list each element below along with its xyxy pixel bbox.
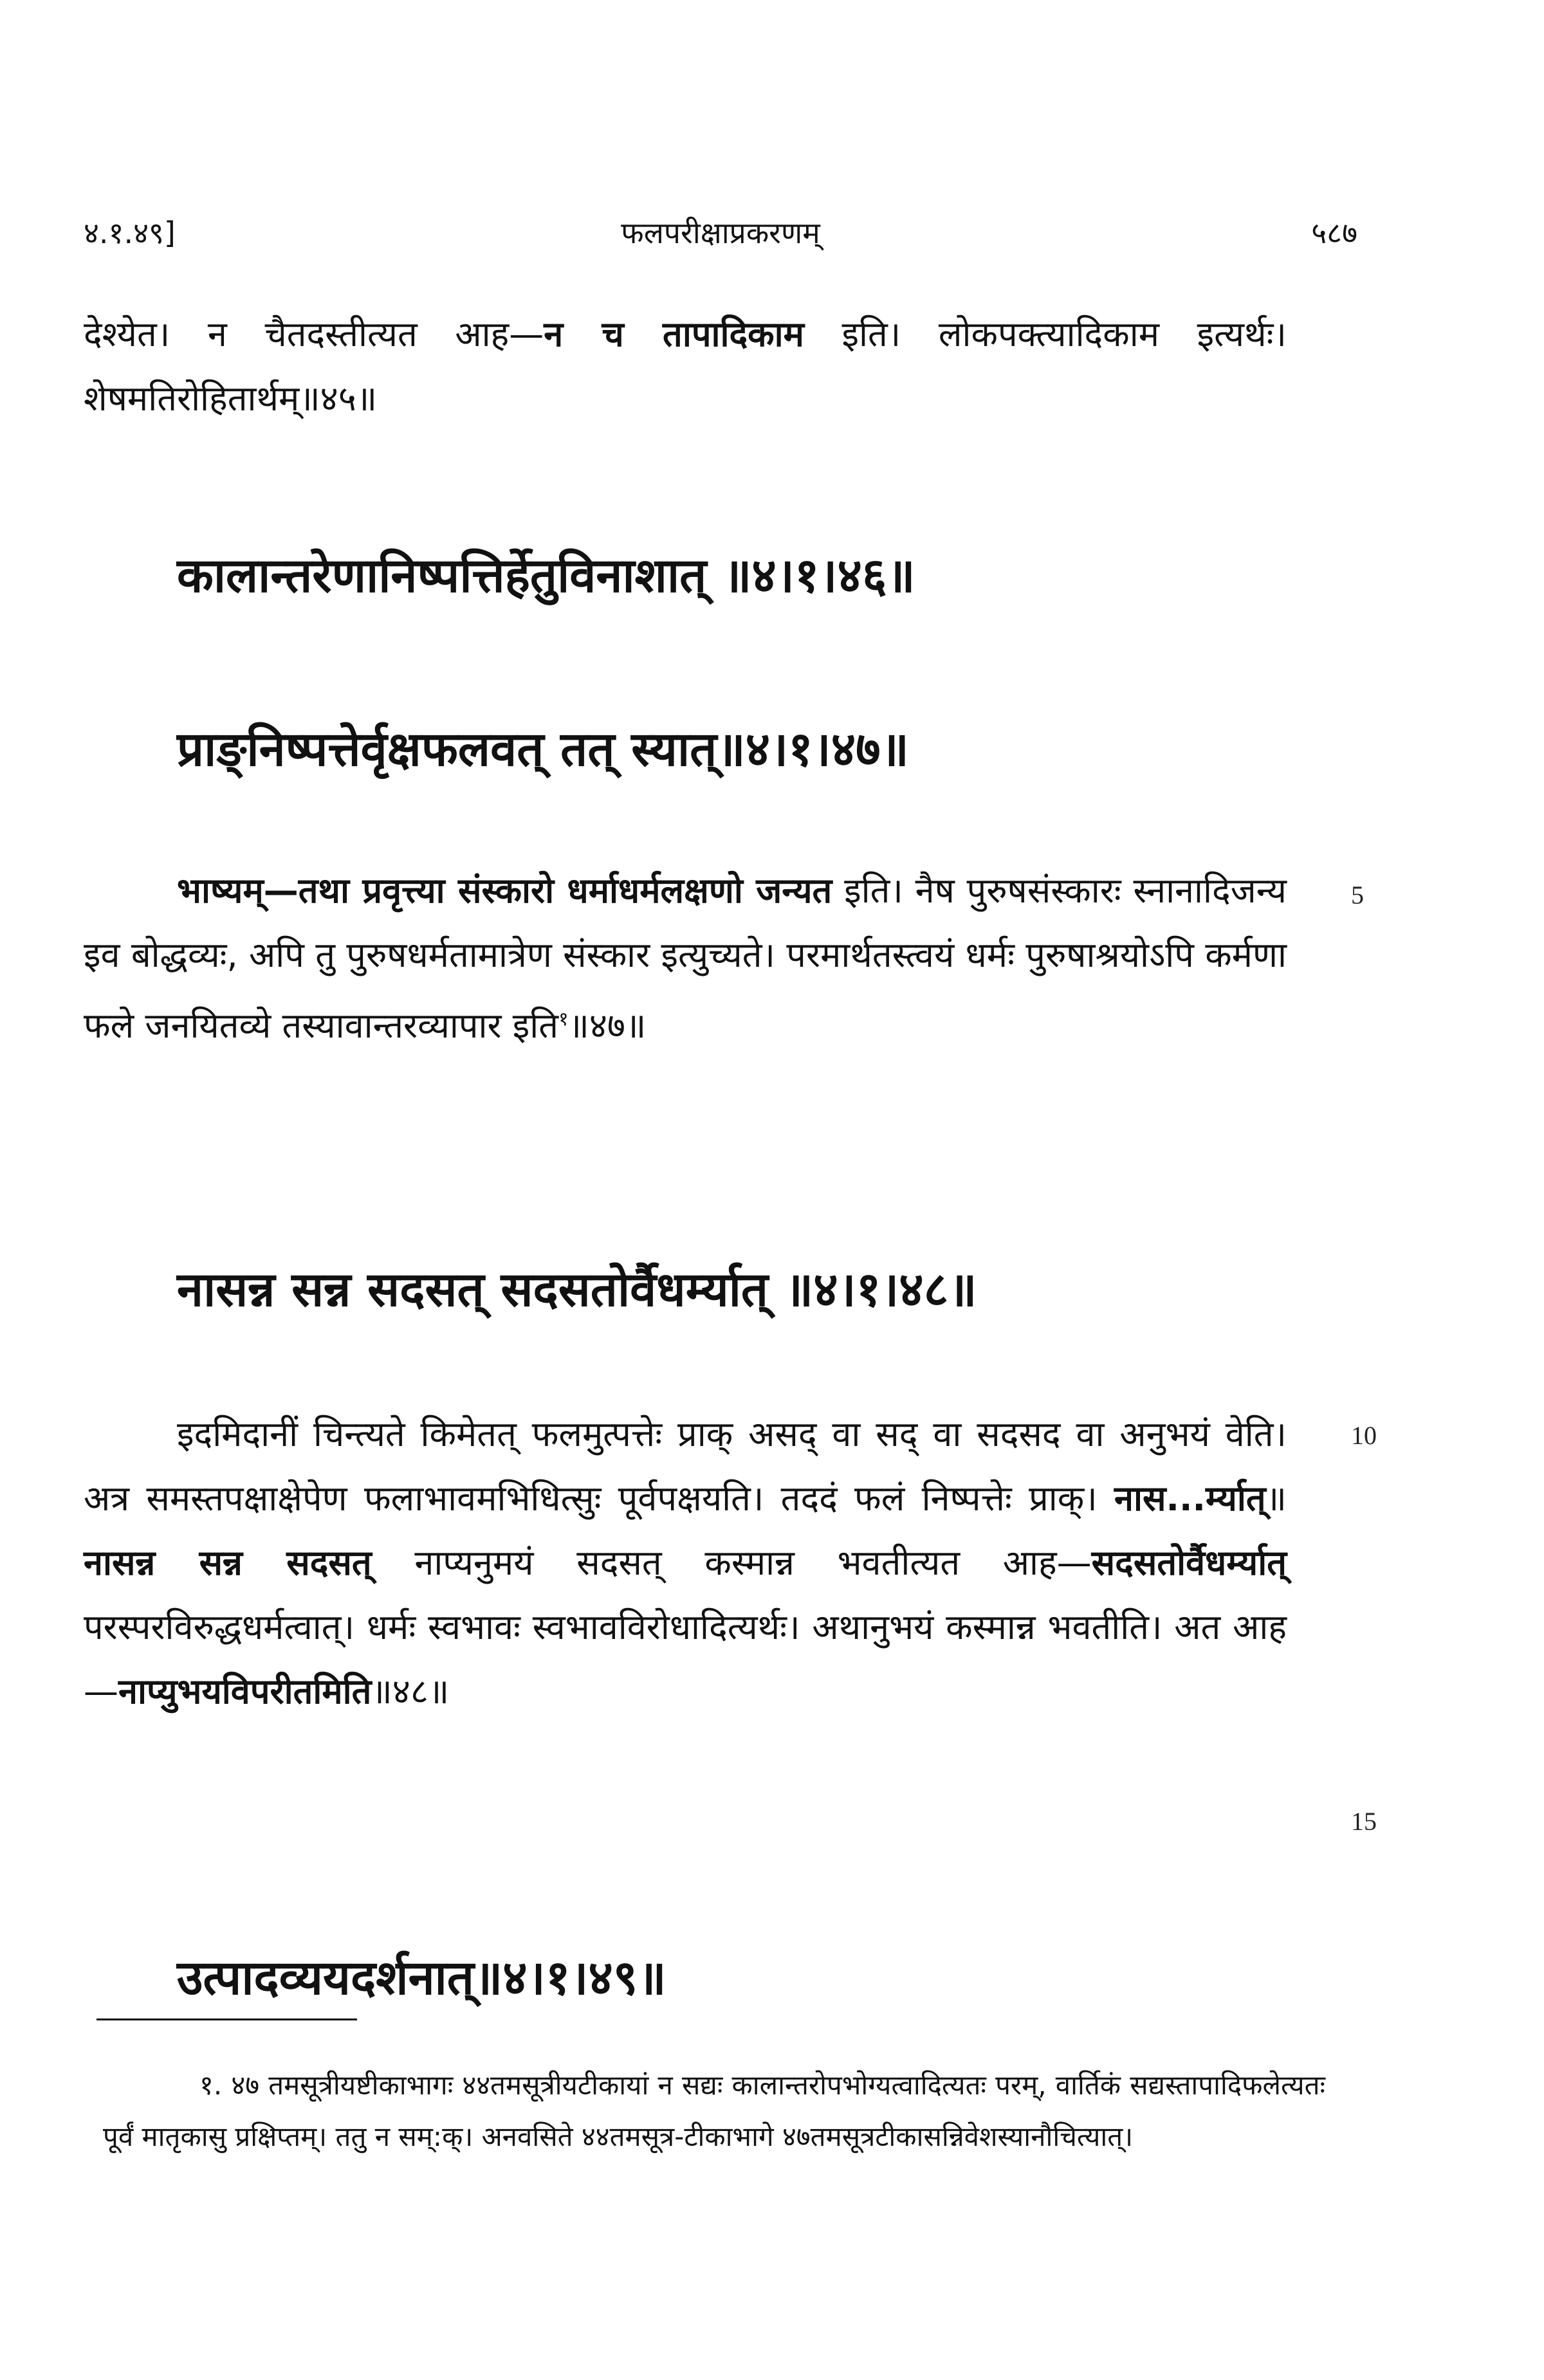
paragraph-commentary-47 [84,859,1287,1058]
bold-pratika: नास...र्म्यात् [1114,1478,1266,1519]
paragraph-commentary-48 [84,1402,1287,1724]
footnote-1: १. ४७ तमसूत्रीयष्टीकाभागः ४४तमसूत्रीयटीकायां न सद्यः कालान्तरोपभोग्यत्वादित्यतः परम्, वार्तिकं सद्यस्तापादिफलेत्यतः पूर्वं मातृकासु प्रक्षिप्तम्। ततु न सम्:क्। अनवसिते ४४तमसूत्र-टीकाभागे ४७तमसूत्रटीकासन्निवेशस्यानौचित्यात्। [103,2069,1325,2152]
sutra-47: प्राङ्निष्पत्तेर्वृक्षफलवत् तत् स्यात्॥४।१।४७॥ [177,722,909,777]
text-run: इति। नैष पुरुषसंस्कारः स्नानादिजन्य इव बोद्धव्यः, अपि तु पुरुषधर्मतामात्रेण संस्कार इत्युच्यते। परमार्थतस्त्वयं धर्मः पुरुषाश्रयोऽपि कर्मणा फले जनयितव्ये तस्यावान्तरव्यापार इति [84,870,1287,1046]
text-run: इदमिदानीं चिन्त्यते किमेतत् फलमुत्पत्तेः प्राक् असद् वा सद् वा सदसद वा अनुभयं वेति। अत्र समस्तपक्षाक्षेपेण फलाभावमभिधित्सुः पूर्वपक्षयति। तददं फलं निष्पत्तेः प्राक्। [84,1414,1287,1519]
footnote-marker: १ [558,1008,569,1030]
text-run: देश्येत। न चैतदस्तीत्यत आह— [84,314,544,354]
sutra-46: कालान्तरेणानिष्पत्तिर्हेतुविनाशात् ॥४।१।४६॥ [177,548,915,603]
section-reference: ४.१.४९] [84,215,176,250]
text-run: ॥४७॥ [568,1005,647,1046]
text-run: ॥४८॥ [371,1671,450,1712]
running-header [84,212,1357,257]
text-run: नाप्यनुमयं सदसत् कस्मान्न भवतीत्यत आह— [371,1542,1092,1583]
footnote-separator [96,2018,357,2020]
bold-pratika: न च तापादिकाम [544,314,804,354]
line-number-10: 10 [1351,1421,1377,1450]
text-run: इति। लोकपक्त्यादिकाम इत्यर्थः। शेषमतिरोहितार्थम्॥४५॥ [84,314,1287,419]
bold-pratika: भाष्यम्—तथा प्रवृत्त्या संस्कारो धर्माधर्मलक्षणो जन्यत [177,870,832,911]
bold-pratika: नाप्युभयविपरीतमिति [118,1671,372,1712]
sutra-49: उत्पादव्ययदर्शनात्॥४।१।४९॥ [177,1950,666,2006]
line-number-5: 5 [1351,881,1364,910]
header-title: फलपरीक्षाप्रकरणम् [621,215,820,250]
paragraph-commentary-45 [84,302,1287,431]
bold-pratika: नासन्न सन्न सदसत् [84,1542,372,1583]
line-number-15: 15 [1351,1807,1377,1836]
text-run: परस्परविरुद्धधर्मत्वात्। धर्मः स्वभावः स्वभावविरोधादित्यर्थः। अथानुभयं कस्मान्न भवतीति। अत आह— [84,1607,1287,1712]
sutra-48: नासन्न सन्न सदसत् सदसतोर्वैधर्म्यात् ॥४।१।४८॥ [177,1262,977,1317]
bold-pratika: सदसतोर्वैधर्म्यात् [1091,1542,1287,1583]
text-run: ॥ [1265,1478,1287,1519]
page-number: ५८७ [1311,215,1357,250]
